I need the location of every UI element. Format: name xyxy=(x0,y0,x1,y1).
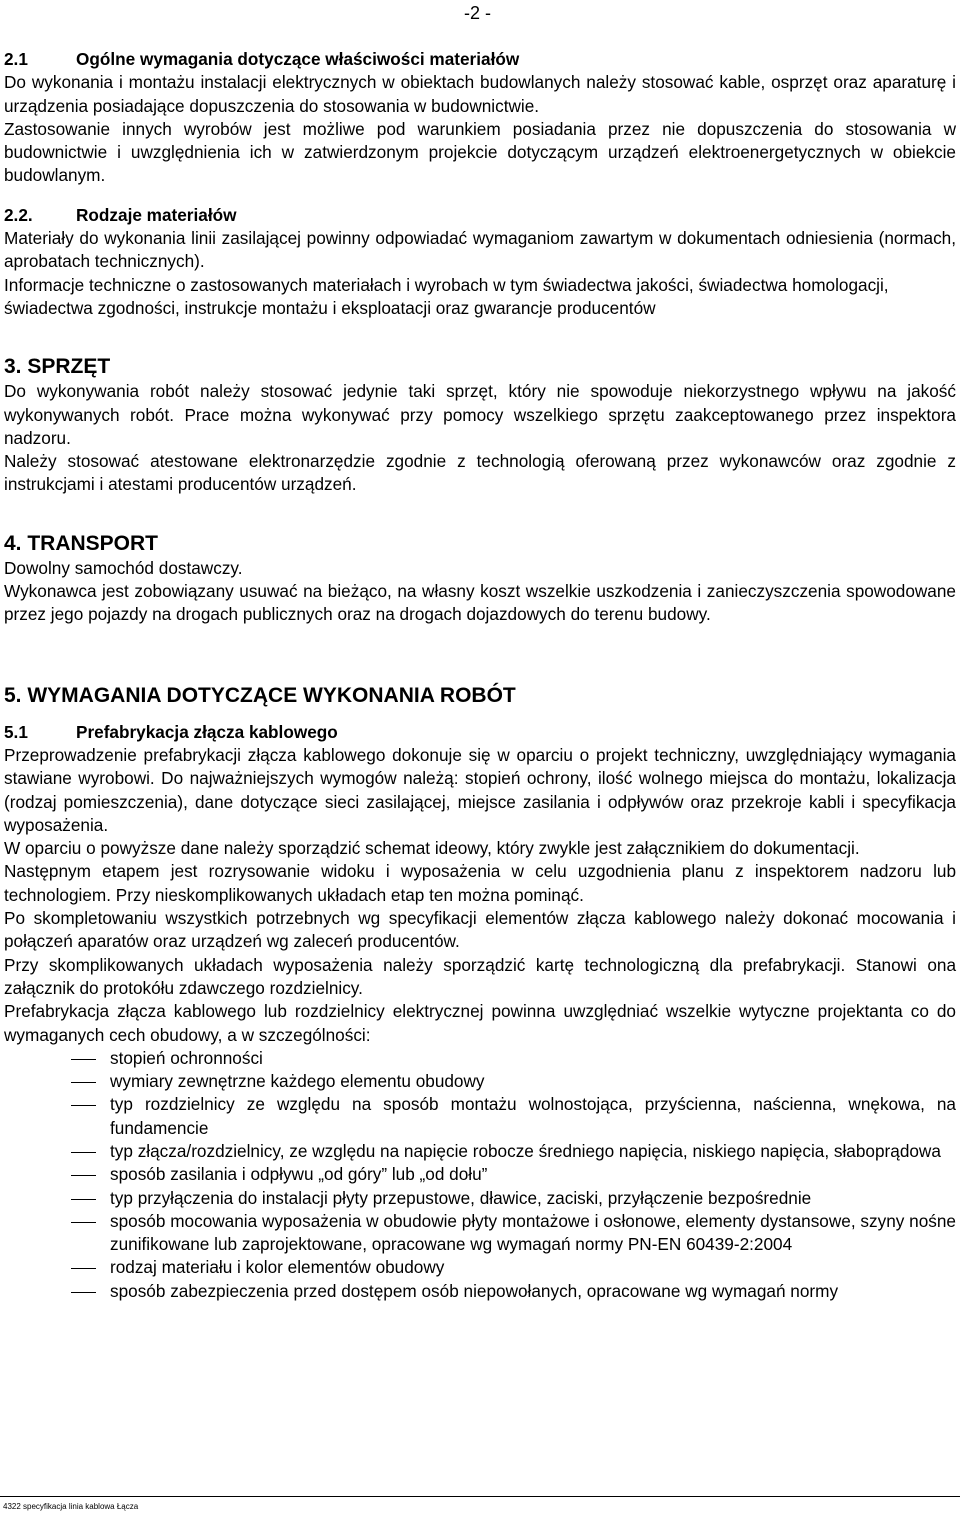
spacer xyxy=(4,709,956,721)
paragraph: Po skompletowaniu wszystkich potrzebnych wg specyfikacji elementów złącza kablowego należy dokonać mocowania i połączeń aparatów oraz urządzeń wg zaleceń producentów. xyxy=(4,908,956,952)
paragraph: Do wykonania i montażu instalacji elektrycznych w obiektach budowlanych należy stosować kable, osprzęt oraz aparaturę i urządzenia posiadające dopuszczenia do stosowania w budownictwie. xyxy=(4,72,956,116)
section-number: 2.2. xyxy=(4,204,33,225)
spacer xyxy=(4,188,956,204)
section-3-heading: 3. SPRZĘT xyxy=(4,355,111,379)
spacer xyxy=(4,627,956,683)
section-5-heading: 5. WYMAGANIA DOTYCZĄCE WYKONANIA ROBÓT xyxy=(4,683,516,707)
paragraph: W oparciu o powyższe dane należy sporządzić schemat ideowy, który zwykle jest załącznikiem do dokumentacji. xyxy=(4,838,860,859)
paragraph: Zastosowanie innych wyrobów jest możliwe pod warunkiem posiadania przez nie dopuszczenia do stosowania w budownictwie i uwzględnienia ich w zatwierdzonym projekcie dotyczącym urządzeń elektroenergetycznych w obiekcie budowlanym. xyxy=(4,118,956,186)
list-item: sposób zabezpieczenia przed dostępem osób niepowołanych, opracowane wg wymagań normy xyxy=(4,1280,956,1303)
paragraph: Następnym etapem jest rozrysowanie widoku i wyposażenia w celu uzgodnienia planu z inspektorem nadzoru lub technologiem. Przy nieskomplikowanych układach etap ten można pominąć. xyxy=(4,861,956,905)
section-number: 5.1 xyxy=(4,721,28,742)
paragraph: Dowolny samochód dostawczy. xyxy=(4,557,243,578)
section-2-2-heading xyxy=(4,204,956,227)
paragraph: Do wykonywania robót należy stosować jedynie taki sprzęt, który nie spowoduje niekorzystnego wpływu na jakość wykonywanych robót. Prace można wykonywać przy pomocy wszelkiego sprzętu zaakceptowanego przez inspektora nadzoru. xyxy=(4,381,956,448)
page-number: -2 - xyxy=(464,3,491,23)
section-2-1-heading xyxy=(4,48,956,71)
paragraph: Przy skomplikowanych układach wyposażenia należy sporządzić kartę technologiczną dla prefabrykacji. Stanowi ona załącznik do protokółu zdawczego rozdzielnicy. xyxy=(4,954,956,998)
requirements-list xyxy=(4,1047,956,1303)
list-item: wymiary zewnętrzne każdego elementu obudowy xyxy=(4,1070,956,1093)
list-item: stopień ochronności xyxy=(4,1047,956,1070)
paragraph: Materiały do wykonania linii zasilającej powinny odpowiadać wymaganiom zawartym w dokumentach odniesienia (normach, aprobatach technicznych). xyxy=(4,228,956,272)
list-item: sposób zasilania i odpływu „od góry” lub „od dołu” xyxy=(4,1163,956,1186)
paragraph: Informacje techniczne o zastosowanych materiałach i wyrobach w tym świadectwa jakości, świadectwa homologacji, świadectwa zgodności, instrukcje montażu i eksploatacji oraz gwarancje producentów xyxy=(4,274,889,318)
section-number: 2.1 xyxy=(4,49,28,69)
paragraph: Wykonawca jest zobowiązany usuwać na bieżąco, na własny koszt wszelkie uszkodzenia i zanieczyszczenia spowodowane przez jego pojazdy na drogach publicznych oraz na drogach dojazdowych do terenu budowy. xyxy=(4,581,956,625)
paragraph: Przeprowadzenie prefabrykacji złącza kablowego dokonuje się w oparciu o projekt techniczny, uwzględniający wymagania stawiane wyrobowi. Do najważniejszych wymogów należą: stopień ochrony, ilość wolnego miejsca do montażu, lokalizacja (rodzaj pomieszczenia), dane dotyczące sieci zasilającej, miejsce zasilania i odpływów oraz przekroje kabli i specyfikacja wyposażenia. xyxy=(4,744,956,835)
paragraph: Należy stosować atestowane elektronarzędzie zgodnie z technologią oferowaną przez wykonawców oraz zgodnie z instrukcjami i atestami producentów urządzeń. xyxy=(4,451,956,495)
section-title: Ogólne wymagania dotyczące właściwości materiałów xyxy=(76,49,520,69)
list-item: typ rozdzielnicy ze względu na sposób montażu wolnostojąca, przyścienna, naścienna, wnękowa, na fundamencie xyxy=(4,1093,956,1140)
list-item: typ przyłączenia do instalacji płyty przepustowe, dławice, zaciski, przyłączenie bezpośrednie xyxy=(4,1187,956,1210)
section-title: Prefabrykacja złącza kablowego xyxy=(76,721,338,742)
section-5-1-heading xyxy=(4,721,956,744)
list-item: typ złącza/rozdzielnicy, ze względu na napięcie robocze średniego napięcia, niskiego napięcia, słaboprądowa xyxy=(4,1140,956,1163)
paragraph: Prefabrykacja złącza kablowego lub rozdzielnicy elektrycznej powinna uwzględniać wszelkie wytyczne projektanta co do wymaganych cech obudowy, a w szczególności: xyxy=(4,1001,956,1045)
section-title: Rodzaje materiałów xyxy=(76,204,237,225)
spacer xyxy=(4,497,956,531)
section-4-heading: 4. TRANSPORT xyxy=(4,531,159,555)
list-item: sposób mocowania wyposażenia w obudowie płyty montażowe i osłonowe, elementy dystansowe, szyny nośne zunifikowane lub zaprojektowane, opracowane wg wymagań normy PN-EN 60439-2:2004 xyxy=(4,1210,956,1257)
list-item: rodzaj materiału i kolor elementów obudowy xyxy=(4,1256,956,1279)
footer-text: 4322 specyfikacja linia kablowa Łącza xyxy=(3,1502,139,1511)
document-body xyxy=(4,48,956,1303)
footer-divider xyxy=(0,1496,960,1497)
spacer xyxy=(4,320,956,354)
